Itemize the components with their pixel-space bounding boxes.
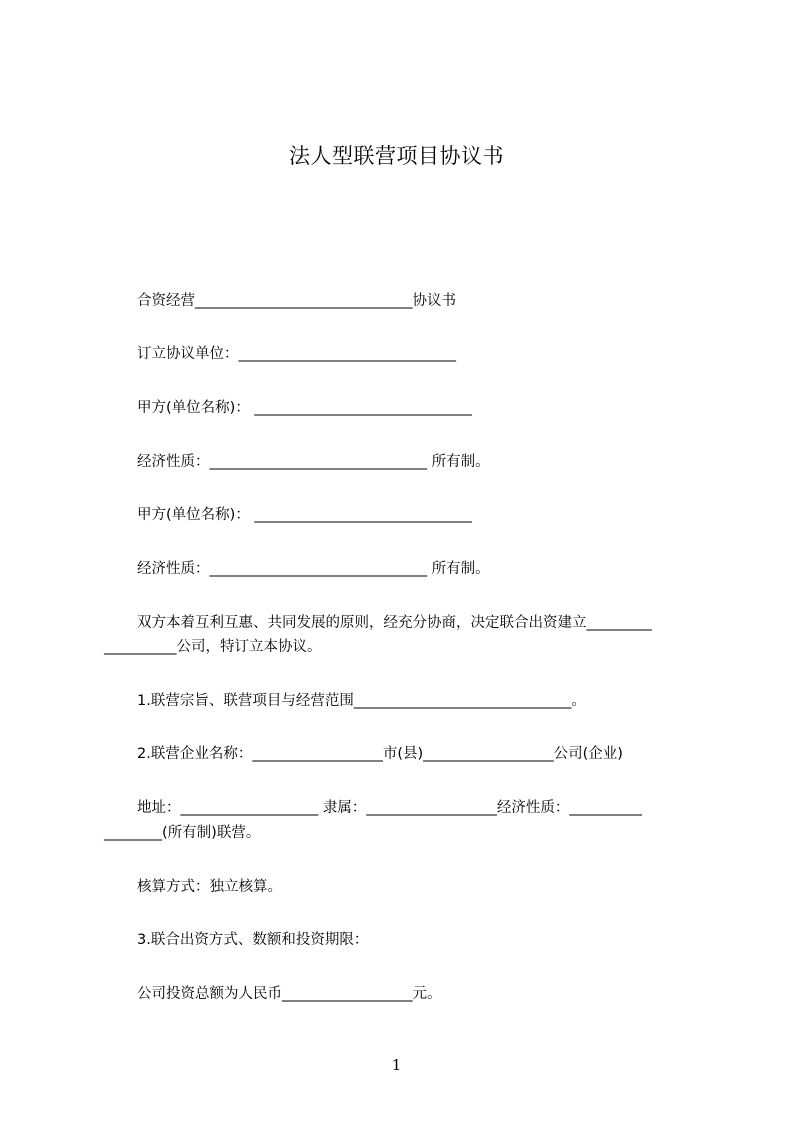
contracting-parties-line: 订立协议单位：______________________________ <box>137 346 456 362</box>
party-a-ownership-line: 经济性质：______________________________ 所有制。 <box>137 454 490 470</box>
address-affiliation-line: 地址：___________________ 隶属：__________________经济性质：__________ <box>137 800 642 816</box>
clause-1-line: 1.联营宗旨、联营项目与经营范围______________________________。 <box>137 693 586 709</box>
joint-venture-agreement-line: 合资经营______________________________协议书 <box>137 293 456 309</box>
clause-2-line: 2.联营企业名称：__________________市(县)__________________公司(企业) <box>137 746 623 762</box>
purpose-statement-line: 双方本着互利互惠、共同发展的原则，经充分协商，决定联合出资建立_________ <box>137 615 652 631</box>
purpose-statement-continuation: __________公司，特订立本协议。 <box>104 639 322 655</box>
address-affiliation-continuation: ________(所有制)联营。 <box>104 825 261 841</box>
clause-3-line: 3.联合出资方式、数额和投资期限： <box>137 932 369 948</box>
accounting-method-line: 核算方式：独立核算。 <box>137 879 282 895</box>
party-a-name-line: 甲方(单位名称)： ______________________________ <box>137 400 472 416</box>
second-party-name-line: 甲方(单位名称)： ______________________________ <box>137 507 472 523</box>
page-number: 1 <box>391 1056 402 1074</box>
total-investment-line: 公司投资总额为人民币__________________元。 <box>137 986 442 1002</box>
document-title: 法人型联营项目协议书 <box>289 144 504 168</box>
second-party-ownership-line: 经济性质：______________________________ 所有制。 <box>137 561 490 577</box>
